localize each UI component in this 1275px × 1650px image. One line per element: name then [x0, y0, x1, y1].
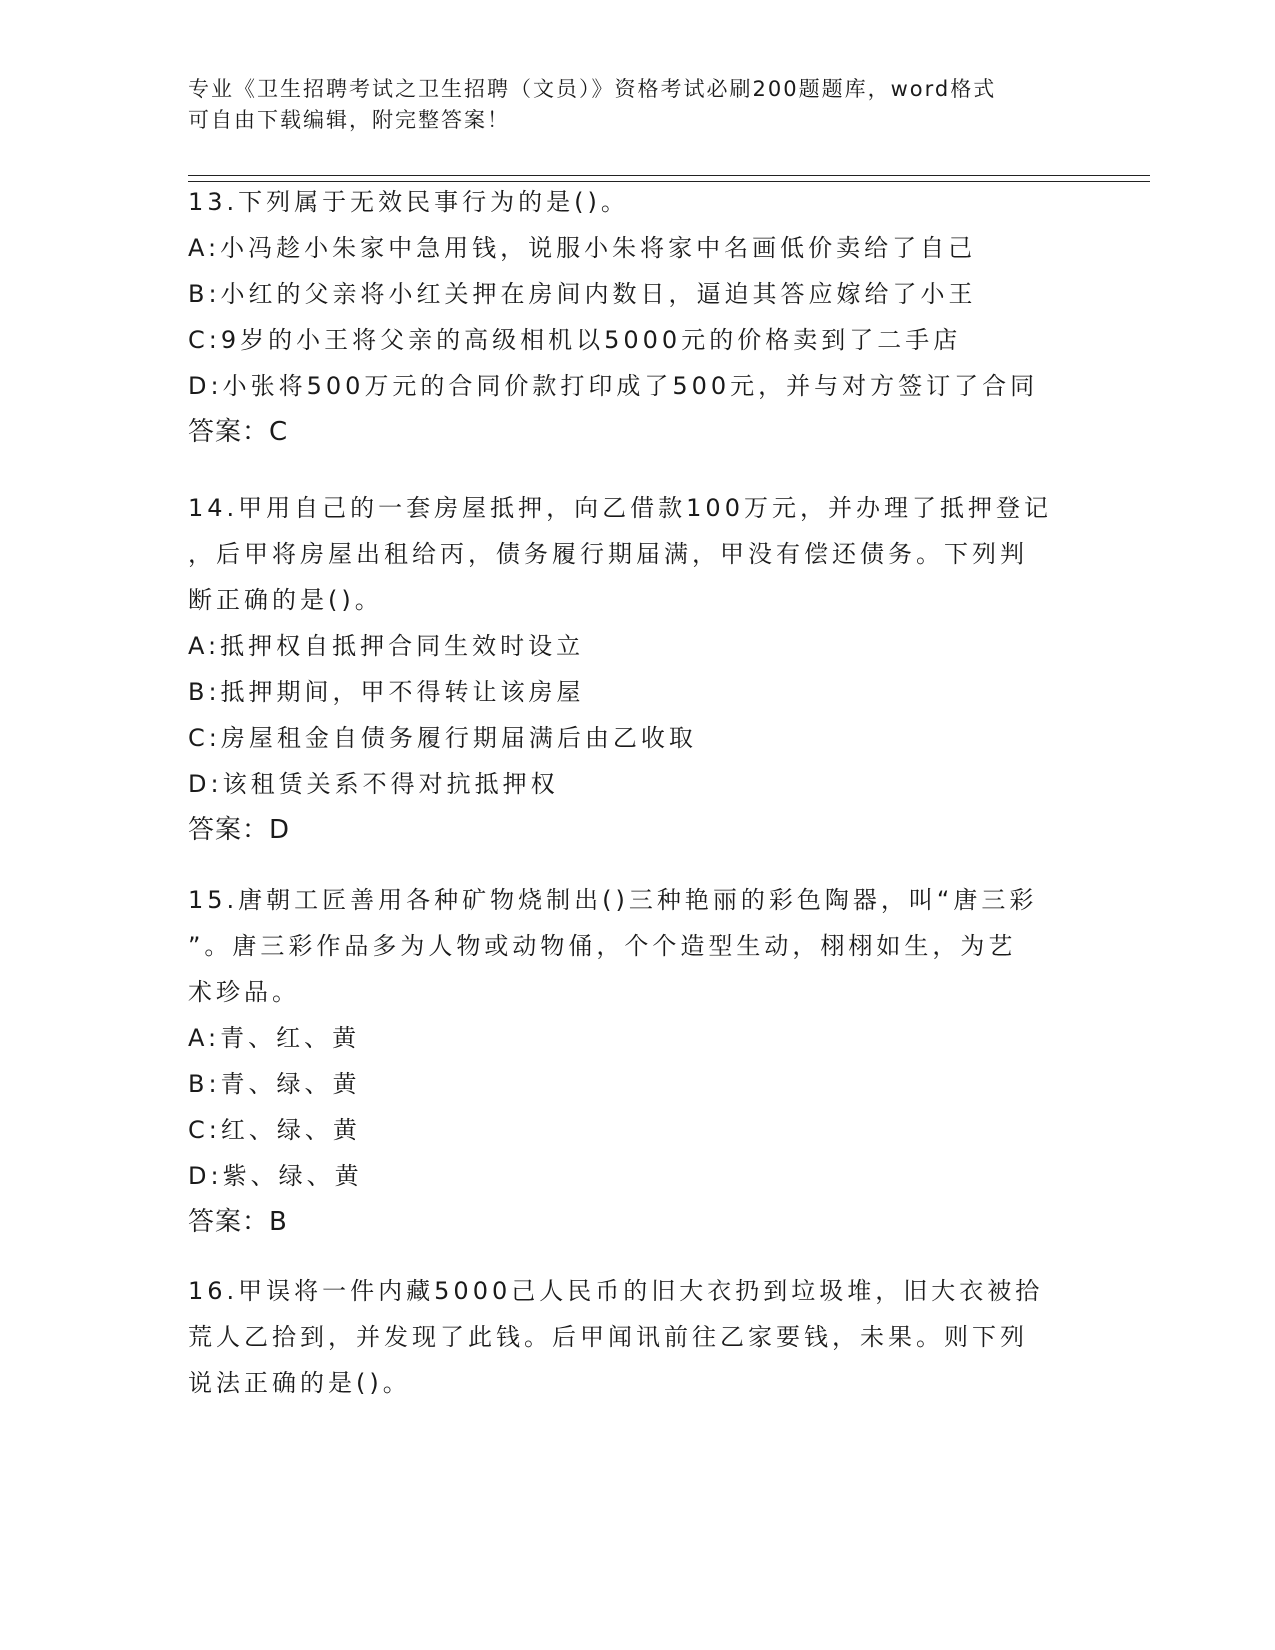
question-stem-line: 说法正确的是()。	[188, 1369, 411, 1397]
header-line-1: 专业《卫生招聘考试之卫生招聘（文员）》资格考试必刷200题题库，word格式	[188, 77, 997, 101]
option-b: B:小红的父亲将小红关押在房间内数日，逼迫其答应嫁给了小王	[188, 280, 977, 308]
option-b: B:抵押期间，甲不得转让该房屋	[188, 678, 585, 706]
answer-line: 答案：D	[188, 815, 291, 845]
option-c: C:红、绿、黄	[188, 1116, 361, 1144]
question-stem-line: 16.甲误将一件内藏5000己人民币的旧大衣扔到垃圾堆，旧大衣被拾	[188, 1277, 1044, 1305]
question-13	[188, 179, 1088, 455]
option-c: C:9岁的小王将父亲的高级相机以5000元的价格卖到了二手店	[188, 326, 962, 354]
question-15	[188, 877, 1088, 1245]
question-stem-line: 术珍品。	[188, 978, 300, 1006]
header-line-2: 可自由下载编辑，附完整答案！	[188, 108, 510, 132]
document-header	[188, 74, 1088, 136]
question-stem-line: ，后甲将房屋出租给丙，债务履行期届满，甲没有偿还债务。下列判	[188, 540, 1028, 568]
question-stem-line: 13.下列属于无效民事行为的是()。	[188, 188, 629, 216]
option-d: D:该租赁关系不得对抗抵押权	[188, 770, 559, 798]
answer-line: 答案：B	[188, 1207, 288, 1237]
option-d: D:小张将500万元的合同价款打印成了500元，并与对方签订了合同	[188, 372, 1039, 400]
option-c: C:房屋租金自债务履行期届满后由乙收取	[188, 724, 697, 752]
question-stem-line: 断正确的是()。	[188, 586, 383, 614]
question-stem-line: 14.甲用自己的一套房屋抵押，向乙借款100万元，并办理了抵押登记	[188, 494, 1052, 522]
question-16	[188, 1268, 1088, 1406]
option-b: B:青、绿、黄	[188, 1070, 361, 1098]
option-a: A:青、红、黄	[188, 1024, 361, 1052]
question-stem-line: 荒人乙拾到，并发现了此钱。后甲闻讯前往乙家要钱，未果。则下列	[188, 1323, 1028, 1351]
header-divider-top	[188, 175, 1150, 176]
answer-line: 答案：C	[188, 417, 289, 447]
question-stem-line: 15.唐朝工匠善用各种矿物烧制出()三种艳丽的彩色陶器，叫“唐三彩	[188, 886, 1038, 914]
question-14	[188, 485, 1088, 853]
question-stem-line: ”。唐三彩作品多为人物或动物俑，个个造型生动，栩栩如生，为艺	[188, 932, 1017, 960]
option-a: A:抵押权自抵押合同生效时设立	[188, 632, 585, 660]
option-a: A:小冯趁小朱家中急用钱，说服小朱将家中名画低价卖给了自己	[188, 234, 977, 262]
option-d: D:紫、绿、黄	[188, 1162, 363, 1190]
